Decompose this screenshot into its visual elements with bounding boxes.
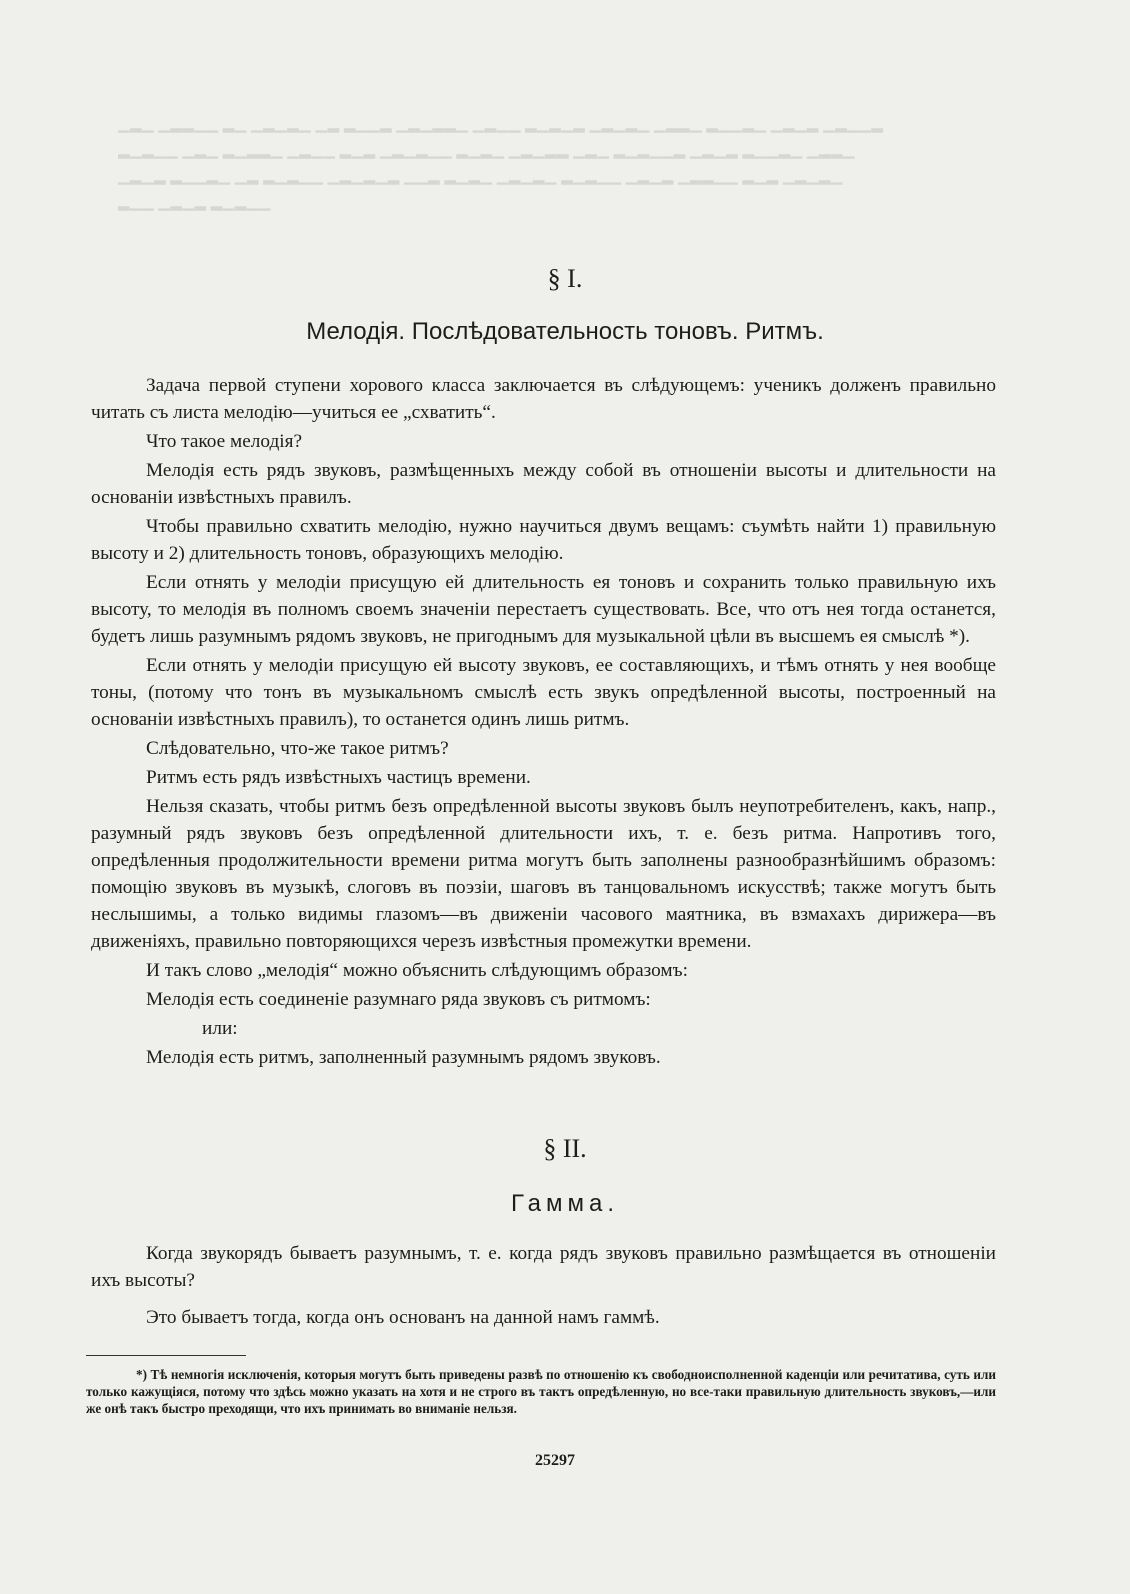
paragraph: Мелодія есть рядъ звуковъ, размѣщенныхъ между собой въ отношеніи высоты и длительности на основаніи извѣстныхъ правилъ.: [91, 460, 996, 508]
section-mark: § II.: [543, 1134, 587, 1163]
paragraph: или:: [202, 1018, 238, 1039]
paragraph: Когда звукорядъ бываетъ разумнымъ, т. е. когда рядъ звуковъ правильно размѣщается въ отношеніи ихъ высоты?: [91, 1243, 996, 1291]
paragraph: Задача первой ступени хорового класса заключается въ слѣдующемъ: ученикъ долженъ правильно читать съ листа мелодію—учиться ее „схватить“.: [91, 375, 996, 423]
paragraph: Мелодія есть ритмъ, заполненный разумнымъ рядомъ звуковъ.: [146, 1047, 661, 1068]
paragraph: Нельзя сказать, чтобы ритмъ безъ опредѣленной высоты звуковъ былъ неупотребителенъ, какъ, напр., разумный рядъ звуковъ безъ опредѣленной длительности ихъ, т. е. безъ ритма. Напротивъ того, опредѣленныя продолжительности времени ритма могутъ быть заполнены разнообразнѣйшимъ образомъ: помощію звуковъ въ музыкѣ, слоговъ въ поэзіи, шаговъ въ танцовальномъ искусствѣ; также могутъ быть неслышимы, а только видимы глазомъ—въ движеніи часового маятника, въ взмахахъ дирижера—въ движеніяхъ, правильно повторяющихся черезъ извѣстныя промежутки времени.: [91, 796, 996, 952]
bleed-through-texture: ▁▂▁ ▁▂▂▁▁ ▂▁ ▁▂▁▂▁ ▁▂ ▂▁▁▂ ▁▂▁▂▂▁ ▁▂▁▁ ▂▁▂▁▂ ▁▂▁▂▁ ▁▂▂▁ ▂▁▁▂▁ ▁▂▁▂ ▁▂▁▁▂ ▂▁▂▁▁ ▁▂▁ ▂▁▂▂▁ ▁▂▁▁ ▂▁▂ ▁▂▁▂▁▁ ▂▁▂▁ ▁▂▁▂▂ ▁▂▁ ▂▁▂▁▁▂ ▁▂▁▂ ▂▁▁▂▁ ▁▂▂▁ ▁▂▁▂ ▂▁▁▂▁ ▁▂ ▂▁▂▁▁ ▁▂▁▂▁▂ ▁▁▂ ▂▁▂▁ ▁▂▁▂▁ ▂▁▂▁▁ ▁▂▁▂ ▁▂▂▁▁ ▂▁▂ ▁▂▁▂▁ ▂▁▁ ▁▂▁▂ ▂▁▂▁▁: [118, 117, 884, 211]
section-mark: § I.: [547, 264, 583, 293]
paragraph: Если отнять у мелодіи присущую ей длительность ея тоновъ и сохранить только правильную ихъ высоту, то мелодія въ полномъ своемъ значеніи перестаетъ существовать. Все, что отъ нея тогда останется, будетъ лишь разумнымъ рядомъ звуковъ, не пригоднымъ для музыкальной цѣли въ высшемъ ея смыслѣ *).: [91, 572, 996, 647]
footnote-text: *) Тѣ немногія исключенія, которыя могутъ быть приведены развѣ по отношенію къ свободноисполненной каденціи или речитатива, суть или только кажущіяся, потому что здѣсь можно указать на хотя и не строго въ тактъ опредѣленную, но все-таки правильную длительность звуковъ,—или же онѣ такъ быстро преходящи, что ихъ принимать во вниманіе нельзя.: [86, 1367, 996, 1416]
page-number: 25297: [535, 1452, 575, 1469]
paragraph: Если отнять у мелодіи присущую ей высоту звуковъ, ее составляющихъ, и тѣмъ отнять у нея вообще тоны, (потому что тонъ въ музыкальномъ смыслѣ есть звукъ опредѣленной высоты, построенный на основаніи извѣстныхъ правилъ), то останется одинъ лишь ритмъ.: [91, 655, 996, 730]
section-title: Гамма.: [510, 1190, 619, 1217]
paragraph: Это бываетъ тогда, когда онъ основанъ на данной намъ гаммѣ.: [146, 1307, 660, 1328]
paragraph: Чтобы правильно схватить мелодію, нужно научиться двумъ вещамъ: съумѣть найти 1) правильную высоту и 2) длительность тоновъ, образующихъ мелодію.: [91, 516, 996, 564]
paragraph: Что такое мелодія?: [146, 431, 303, 452]
paragraph: Ритмъ есть рядъ извѣстныхъ частицъ времени.: [146, 767, 531, 788]
paragraph: И такъ слово „мелодія“ можно объяснить слѣдующимъ образомъ:: [146, 960, 688, 981]
paragraph: Мелодія есть соединеніе разумнаго ряда звуковъ съ ритмомъ:: [146, 989, 651, 1010]
footnote: [86, 1366, 996, 1417]
section-body: [91, 372, 996, 1071]
section-title: Мелодія. Послѣдовательность тоновъ. Ритмъ.: [306, 318, 824, 345]
section-body: [91, 1240, 996, 1331]
paragraph: Слѣдовательно, что-же такое ритмъ?: [146, 738, 449, 759]
footnote-separator: [86, 1355, 246, 1356]
